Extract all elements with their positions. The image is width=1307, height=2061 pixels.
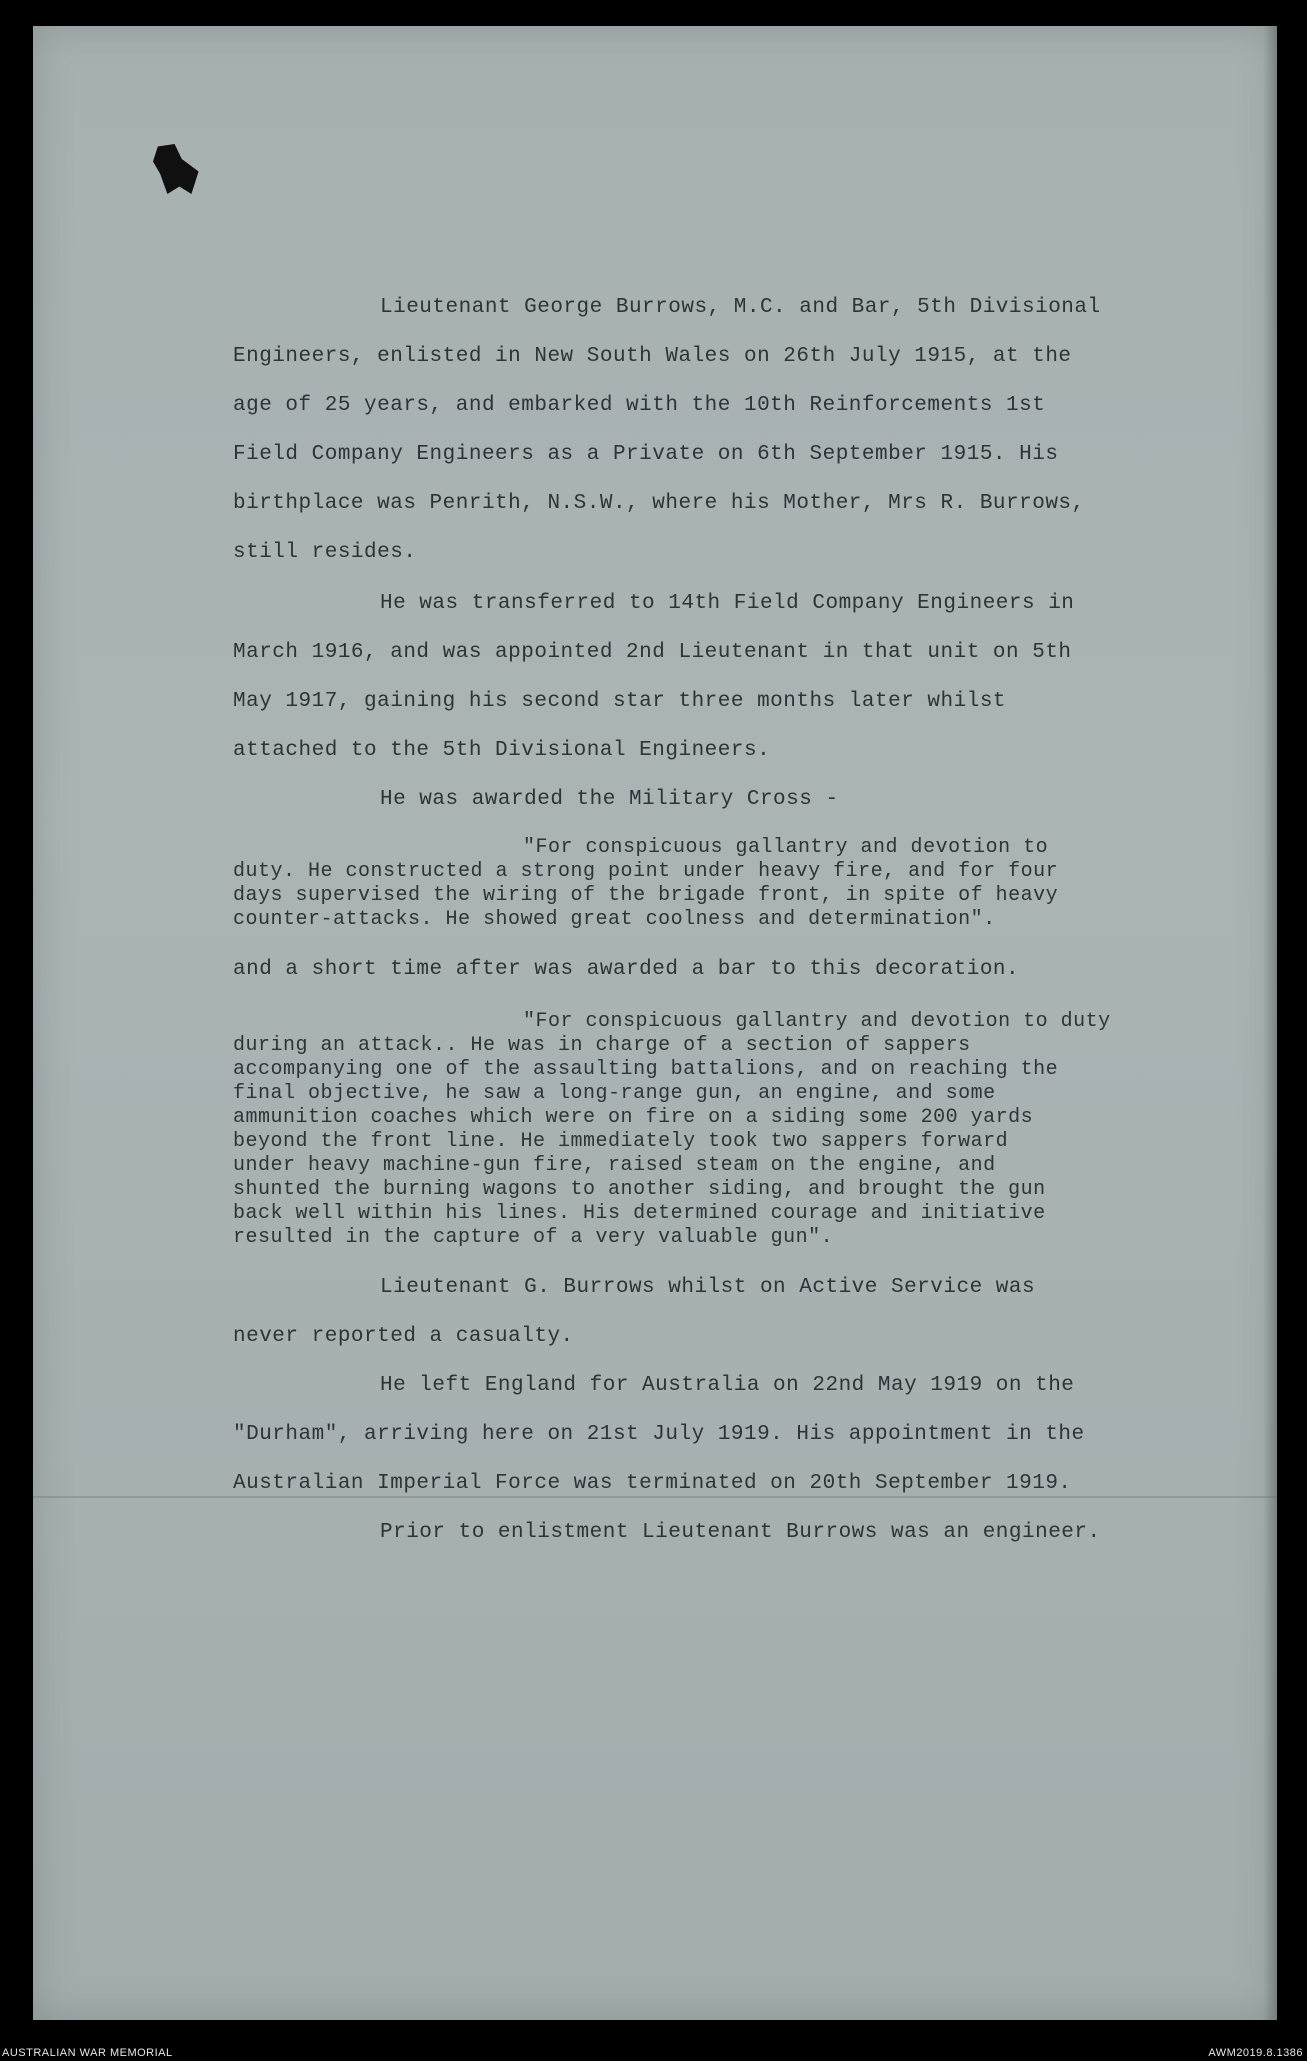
footer-accession-number: AWM2019.8.1386 — [1208, 2047, 1303, 2059]
document-page — [33, 26, 1277, 2020]
quote-line: duty. He constructed a strong point under heavy fire, and for four — [233, 860, 1059, 883]
quote-line: shunted the burning wagons to another siding, and brought the gun — [233, 1178, 1046, 1201]
footer-source-label: AUSTRALIAN WAR MEMORIAL — [2, 2047, 173, 2059]
paper-damage-hole — [153, 144, 201, 194]
quote-line: counter-attacks. He showed great coolness and determination". — [233, 908, 996, 931]
text-line: age of 25 years, and embarked with the 10th Reinforcements 1st — [233, 394, 1046, 417]
text-line: Field Company Engineers as a Private on 6th September 1915. His — [233, 443, 1059, 466]
paper-edge — [1263, 26, 1277, 2020]
quote-line: "For conspicuous gallantry and devotion to — [523, 836, 1049, 859]
text-line: He left England for Australia on 22nd May 1919 on the — [380, 1374, 1075, 1397]
quote-line: accompanying one of the assaulting battalions, and on reaching the — [233, 1058, 1059, 1081]
text-line: and a short time after was awarded a bar to this decoration. — [233, 958, 1020, 981]
quote-line: final objective, he saw a long-range gun, an engine, and some — [233, 1082, 996, 1105]
quote-line: resulted in the capture of a very valuable gun". — [233, 1226, 834, 1249]
text-line: "Durham", arriving here on 21st July 1919. His appointment in the — [233, 1423, 1085, 1446]
quote-line: "For conspicuous gallantry and devotion to duty — [523, 1010, 1111, 1033]
text-line: Australian Imperial Force was terminated on 20th September 1919. — [233, 1472, 1072, 1495]
quote-line: ammunition coaches which were on fire on a siding some 200 yards — [233, 1106, 1034, 1129]
paper-fold — [33, 1496, 1277, 1498]
quote-line: back well within his lines. His determined courage and initiative — [233, 1202, 1046, 1225]
text-line: May 1917, gaining his second star three months later whilst — [233, 690, 1007, 713]
text-line: birthplace was Penrith, N.S.W., where his Mother, Mrs R. Burrows, — [233, 492, 1085, 515]
text-line: He was transferred to 14th Field Company Engineers in — [380, 592, 1075, 615]
quote-line: beyond the front line. He immediately took two sappers forward — [233, 1130, 1009, 1153]
text-line: never reported a casualty. — [233, 1325, 574, 1348]
text-line: Lieutenant G. Burrows whilst on Active Service was — [380, 1276, 1036, 1299]
text-line: Lieutenant George Burrows, M.C. and Bar, 5th Divisional — [380, 296, 1101, 319]
text-line: still resides. — [233, 541, 417, 564]
quote-line: during an attack.. He was in charge of a section of sappers — [233, 1034, 971, 1057]
text-line: Engineers, enlisted in New South Wales on 26th July 1915, at the — [233, 345, 1072, 368]
text-line: March 1916, and was appointed 2nd Lieutenant in that unit on 5th — [233, 641, 1072, 664]
quote-line: days supervised the wiring of the brigade front, in spite of heavy — [233, 884, 1059, 907]
text-line: He was awarded the Military Cross - — [380, 788, 839, 811]
quote-line: under heavy machine-gun fire, raised steam on the engine, and — [233, 1154, 996, 1177]
text-line: Prior to enlistment Lieutenant Burrows was an engineer. — [380, 1521, 1101, 1544]
text-line: attached to the 5th Divisional Engineers. — [233, 739, 771, 762]
